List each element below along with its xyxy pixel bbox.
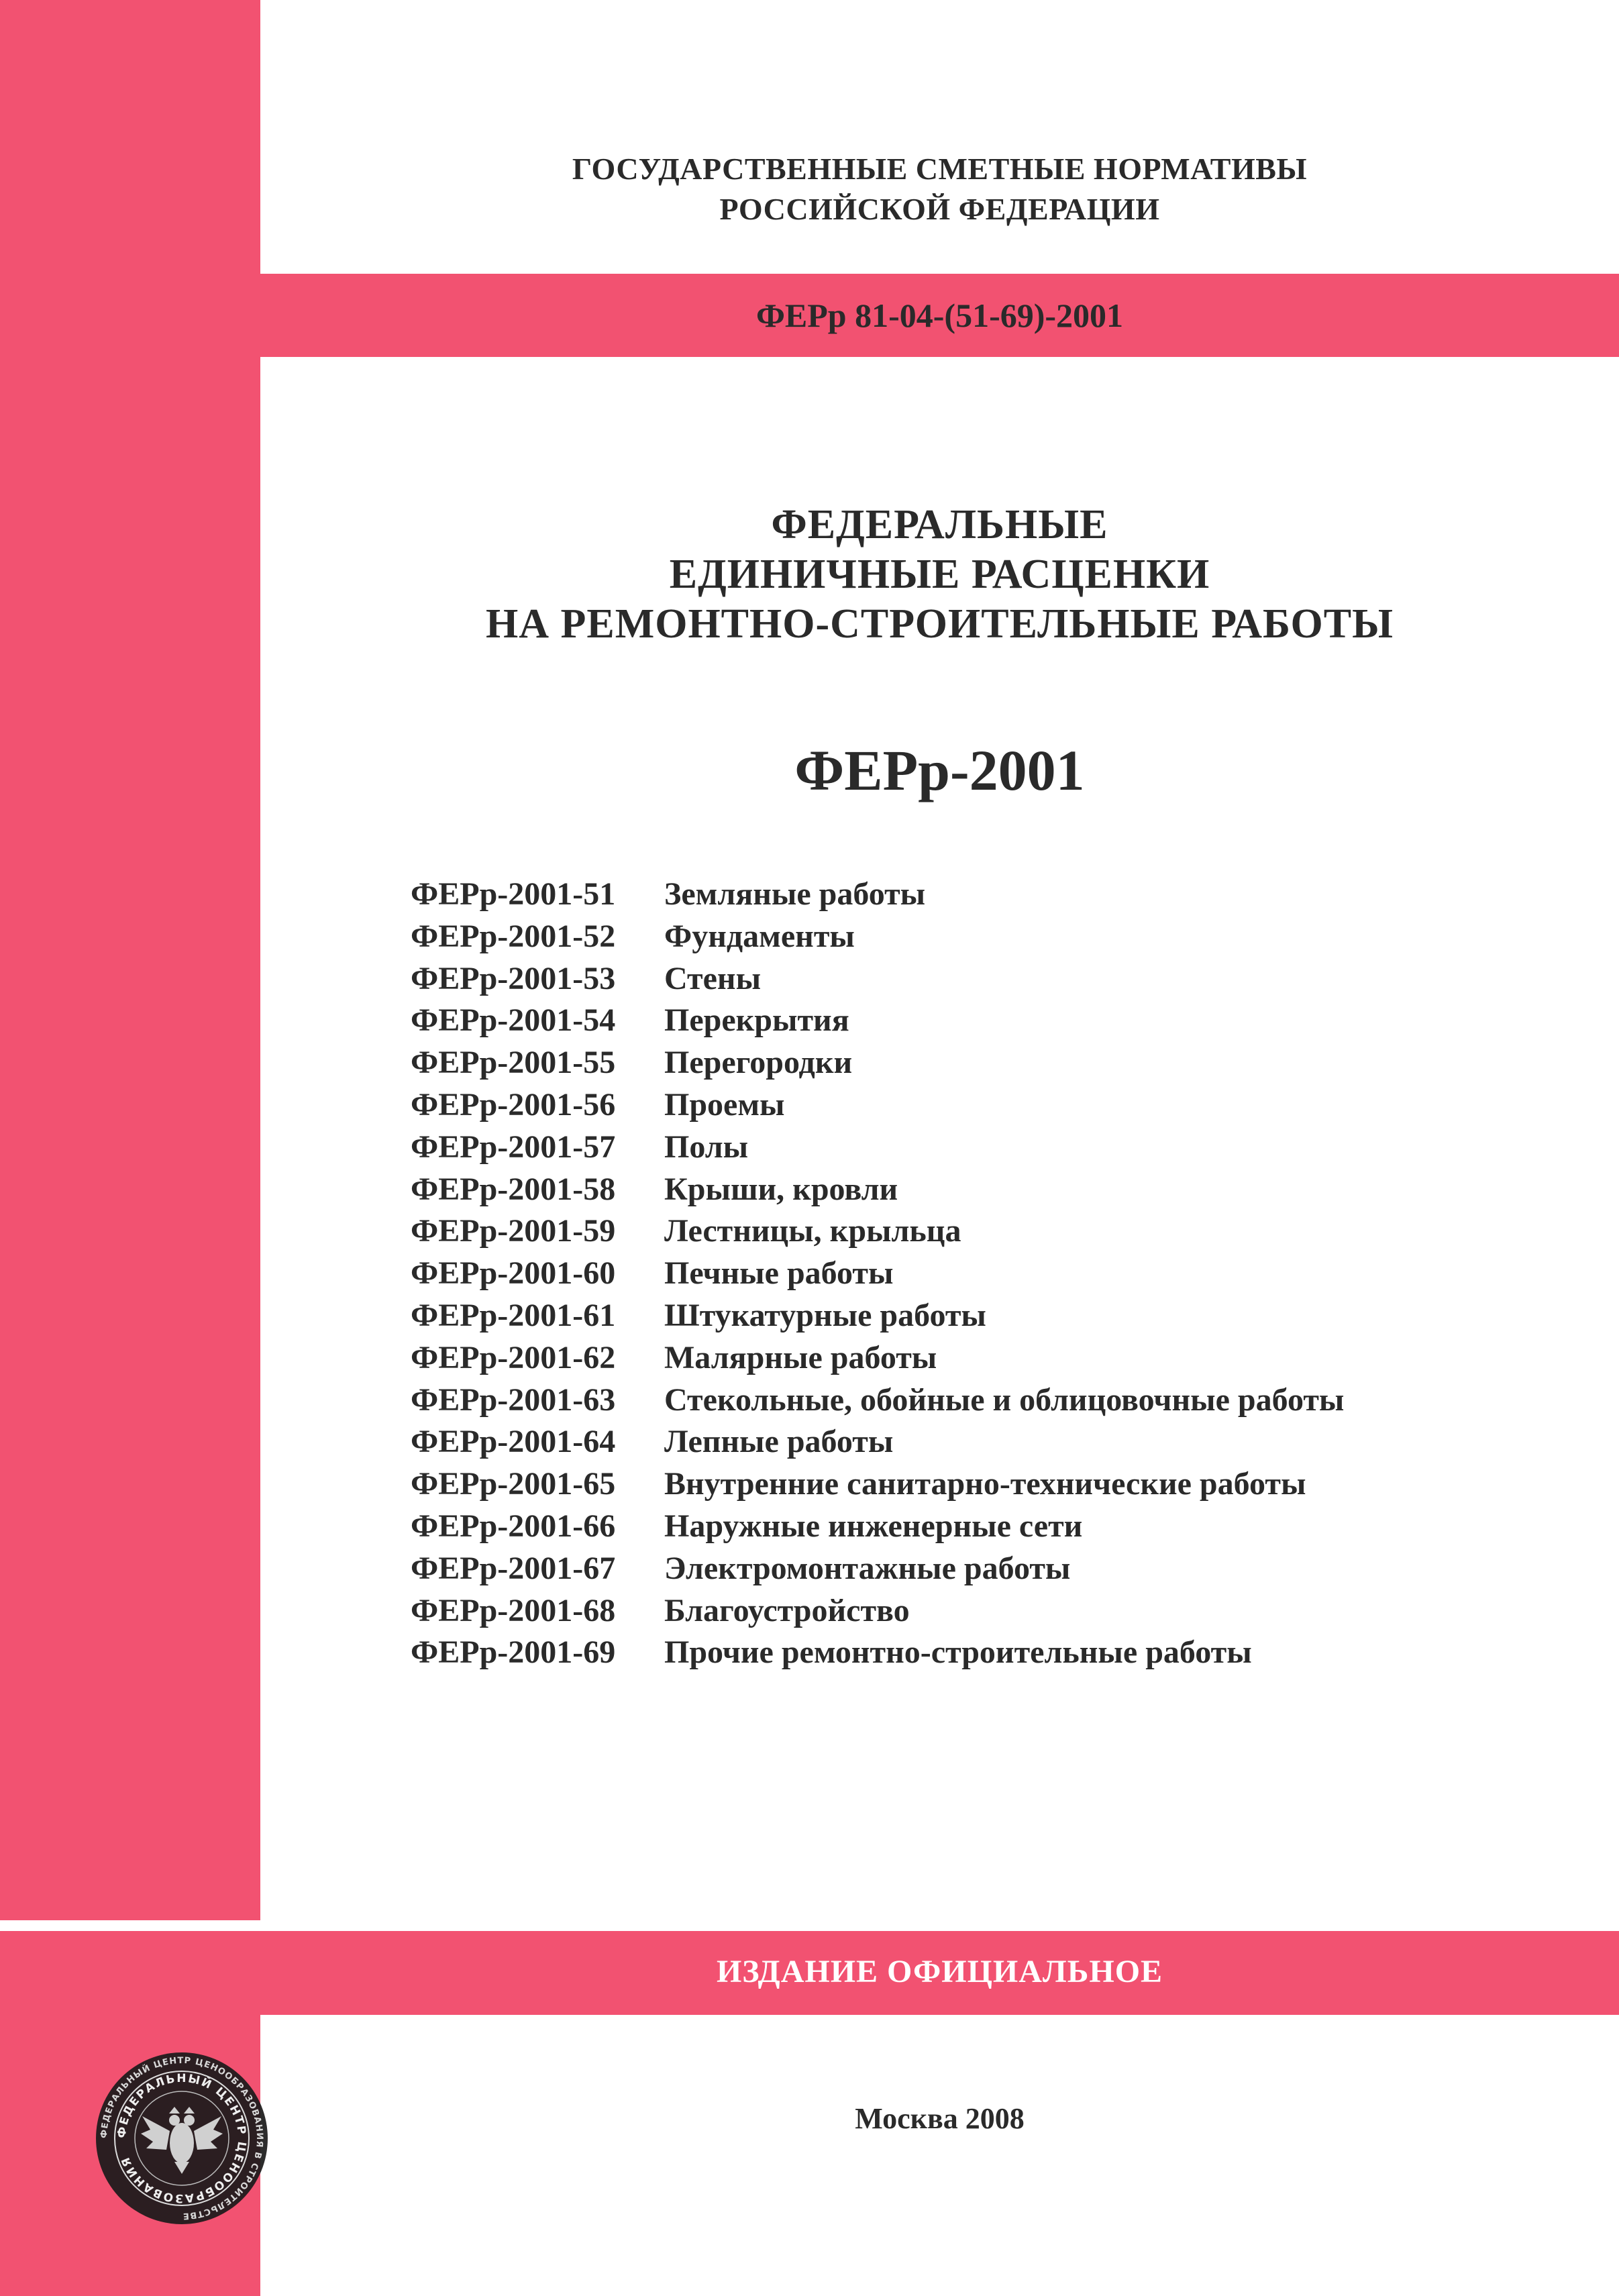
volume-code: ФЕРр-2001-51	[411, 876, 616, 912]
volume-title: Земляные работы	[664, 876, 926, 912]
volume-list	[411, 874, 1344, 1674]
volume-title: Перекрытия	[664, 1002, 849, 1039]
volume-code: ФЕРр-2001-58	[411, 1171, 616, 1207]
volume-title: Перегородки	[664, 1045, 853, 1081]
volume-title: Штукатурные работы	[664, 1297, 986, 1333]
seal-outer-text: ФЕДЕРАЛЬНЫЙ ЦЕНТР ЦЕНООБРАЗОВАНИЯ В СТРОИТЕЛЬСТВЕ	[99, 2055, 265, 2222]
volume-title: Лестницы, крыльца	[664, 1213, 961, 1249]
volume-code: ФЕРр-2001-52	[411, 918, 616, 954]
list-item	[411, 1463, 1344, 1506]
volume-code: ФЕРр-2001-63	[411, 1381, 616, 1418]
document-title	[260, 500, 1619, 649]
list-item	[411, 1084, 1344, 1127]
top-left-stripe	[0, 0, 260, 274]
volume-title: Благоустройство	[664, 1592, 910, 1628]
list-item	[411, 1169, 1344, 1211]
edition-label: ИЗДАНИЕ ОФИЦИАЛЬНОЕ	[716, 1954, 1163, 1989]
volume-code: ФЕРр-2001-56	[411, 1086, 616, 1123]
title-line-1: ФЕДЕРАЛЬНЫЕ	[771, 502, 1108, 547]
list-item	[411, 1210, 1344, 1253]
footer-city-year: Москва 2008	[855, 2102, 1025, 2135]
volume-title: Крыши, кровли	[664, 1171, 898, 1207]
list-item	[411, 1506, 1344, 1548]
header-line-2: РОССИЙСКОЙ ФЕДЕРАЦИИ	[719, 192, 1160, 226]
list-item	[411, 1000, 1344, 1042]
volume-title: Наружные инженерные сети	[664, 1508, 1083, 1544]
header-line-1: ГОСУДАРСТВЕННЫЕ СМЕТНЫЕ НОРМАТИВЫ	[572, 152, 1308, 186]
list-item	[411, 1253, 1344, 1295]
volume-title: Лепные работы	[664, 1424, 894, 1460]
volume-title: Стены	[664, 960, 762, 996]
volume-code: ФЕРр-2001-54	[411, 1002, 616, 1039]
volume-title: Электромонтажные работы	[664, 1550, 1071, 1586]
list-item	[411, 1295, 1344, 1337]
list-item	[411, 1548, 1344, 1590]
seal-inner-text: ФЕДЕРАЛЬНЫЙ ЦЕНТР ЦЕНООБРАЗОВАНИЯ	[115, 2071, 249, 2205]
volume-code: ФЕРр-2001-55	[411, 1045, 616, 1081]
volume-code: ФЕРр-2001-66	[411, 1508, 616, 1544]
volume-code: ФЕРр-2001-67	[411, 1550, 616, 1586]
volume-code: ФЕРр-2001-60	[411, 1255, 616, 1292]
volume-code: ФЕРр-2001-69	[411, 1634, 616, 1671]
volume-code: ФЕРр-2001-57	[411, 1129, 616, 1165]
list-item	[411, 1590, 1344, 1632]
list-item	[411, 1042, 1344, 1084]
volume-title: Фундаменты	[664, 918, 855, 954]
list-item	[411, 1337, 1344, 1379]
seal-stamp	[94, 2050, 270, 2226]
volume-title: Стекольные, обойные и облицовочные работы	[664, 1381, 1345, 1418]
list-item	[411, 1632, 1344, 1674]
main-code: ФЕРр-2001	[794, 738, 1085, 802]
document-code: ФЕРр 81-04-(51-69)-2001	[755, 297, 1124, 334]
volume-code: ФЕРр-2001-65	[411, 1466, 616, 1502]
volume-code: ФЕРр-2001-68	[411, 1592, 616, 1628]
title-line-2: ЕДИНИЧНЫЕ РАСЦЕНКИ	[669, 552, 1210, 597]
title-line-3: НА РЕМОНТНО-СТРОИТЕЛЬНЫЕ РАБОТЫ	[485, 601, 1394, 647]
volume-code: ФЕРр-2001-61	[411, 1297, 616, 1333]
volume-title: Малярные работы	[664, 1339, 937, 1375]
list-item	[411, 874, 1344, 916]
volume-title: Проемы	[664, 1086, 785, 1123]
list-item	[411, 916, 1344, 958]
volume-title: Полы	[664, 1129, 749, 1165]
list-item	[411, 1379, 1344, 1422]
list-item	[411, 958, 1344, 1000]
list-item	[411, 1421, 1344, 1463]
list-item	[411, 1127, 1344, 1169]
volume-title: Печные работы	[664, 1255, 894, 1292]
volume-code: ФЕРр-2001-64	[411, 1424, 616, 1460]
volume-code: ФЕРр-2001-62	[411, 1339, 616, 1375]
volume-title: Внутренние санитарно-технические работы	[664, 1466, 1306, 1502]
volume-code: ФЕРр-2001-59	[411, 1213, 616, 1249]
volume-code: ФЕРр-2001-53	[411, 960, 616, 996]
left-stripe	[0, 357, 260, 1920]
issuer-header	[260, 149, 1619, 229]
volume-title: Прочие ремонтно-строительные работы	[664, 1634, 1252, 1671]
